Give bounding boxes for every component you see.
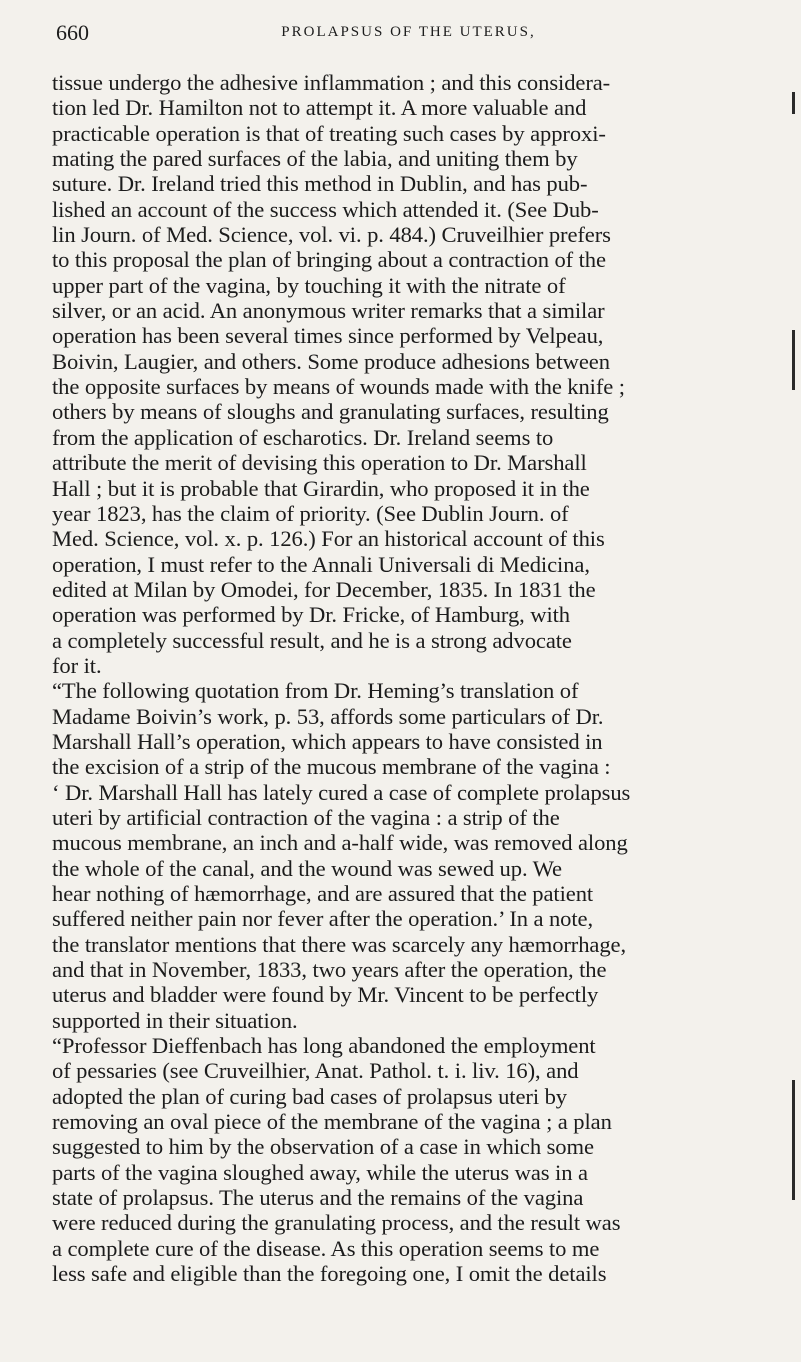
- text-line: operation was performed by Dr. Fricke, of Hamburg, with: [52, 602, 571, 628]
- text-line: Hall ; but it is probable that Girardin, who proposed it in the: [52, 475, 590, 501]
- text-line: the excision of a strip of the mucous membrane of the vagina :: [52, 754, 611, 780]
- page-number: 660: [56, 20, 89, 45]
- text-line: Med. Science, vol. x. p. 126.) For an historical account of this: [52, 526, 605, 552]
- text-line: less safe and eligible than the foregoing one, I omit the details: [52, 1261, 607, 1287]
- page-header: [56, 10, 761, 54]
- text-line: others by means of sloughs and granulating surfaces, resulting: [52, 399, 609, 425]
- text-line: Marshall Hall’s operation, which appears to have consisted in: [52, 728, 603, 754]
- text-line: hear nothing of hæmorrhage, and are assured that the patient: [52, 881, 594, 906]
- text-line: “The following quotation from Dr. Heming’s translation of: [52, 678, 579, 704]
- body-text: [52, 70, 760, 1287]
- text-line: tion led Dr. Hamilton not to attempt it. A more valuable and: [52, 95, 587, 121]
- text-line: edited at Milan by Omodei, for December, 1835. In 1831 the: [52, 576, 596, 602]
- text-line: suture. Dr. Ireland tried this method in Dublin, and has pub-: [52, 171, 588, 197]
- text-line: of pessaries (see Cruveilhier, Anat. Pathol. t. i. liv. 16), and: [52, 1058, 579, 1084]
- text-line: attribute the merit of devising this operation to Dr. Marshall: [52, 450, 587, 476]
- text-line: a complete cure of the disease. As this operation seems to me: [52, 1235, 600, 1261]
- text-line: the whole of the canal, and the wound was sewed up. We: [52, 855, 562, 881]
- text-line: the translator mentions that there was scarcely any hæmorrhage,: [52, 931, 627, 957]
- text-line: operation, I must refer to the Annali Universali di Medicina,: [52, 551, 590, 577]
- page-edge-mark: [792, 330, 795, 390]
- text-line: suggested to him by the observation of a case in which some: [52, 1134, 594, 1160]
- text-line: parts of the vagina sloughed away, while the uterus was in a: [52, 1159, 588, 1185]
- text-line: from the application of escharotics. Dr. Ireland seems to: [52, 424, 554, 450]
- text-line: supported in their situation.: [52, 1007, 298, 1033]
- text-line: lished an account of the success which attended it. (See Dub-: [52, 196, 599, 222]
- text-line: uterus and bladder were found by Mr. Vincent to be perfectly: [52, 982, 599, 1008]
- text-line: were reduced during the granulating process, and the result was: [52, 1210, 621, 1236]
- text-line: year 1823, has the claim of priority. (See Dublin Journ. of: [52, 500, 569, 526]
- text-line: “Professor Dieffenbach has long abandoned the employment: [52, 1033, 596, 1059]
- text-line: operation has been several times since performed by Velpeau,: [52, 323, 604, 349]
- text-line: adopted the plan of curing bad cases of prolapsus uteri by: [52, 1083, 567, 1109]
- text-line: upper part of the vagina, by touching it with the nitrate of: [52, 272, 566, 298]
- text-line: practicable operation is that of treating such cases by approxi-: [52, 120, 606, 146]
- text-line: for it.: [52, 652, 102, 678]
- text-line: silver, or an acid. An anonymous writer remarks that a similar: [52, 298, 605, 324]
- running-head: PROLAPSUS OF THE UTERUS,: [281, 24, 536, 40]
- text-line: suffered neither pain nor fever after the operation.’ In a note,: [52, 906, 594, 932]
- text-line: to this proposal the plan of bringing about a contraction of the: [52, 247, 606, 273]
- text-line: state of prolapsus. The uterus and the remains of the vagina: [52, 1185, 584, 1211]
- text-line: and that in November, 1833, two years after the operation, the: [52, 957, 607, 983]
- text-line: lin Journ. of Med. Science, vol. vi. p. 484.) Cruveilhier prefers: [52, 222, 611, 248]
- page-edge-mark: [792, 92, 795, 114]
- text-line: a completely successful result, and he is a strong advocate: [52, 627, 572, 653]
- page-edge-mark: [792, 1080, 795, 1200]
- text-line: Madame Boivin’s work, p. 53, affords some particulars of Dr.: [52, 703, 604, 729]
- text-line: Boivin, Laugier, and others. Some produce adhesions between: [52, 348, 610, 374]
- text-line: the opposite surfaces by means of wounds made with the knife ;: [52, 374, 625, 400]
- text-line: uteri by artificial contraction of the vagina : a strip of the: [52, 804, 560, 830]
- text-line: removing an oval piece of the membrane of the vagina ; a plan: [52, 1109, 612, 1135]
- text-line: ‘ Dr. Marshall Hall has lately cured a case of complete prolapsus: [52, 779, 631, 805]
- text-line: tissue undergo the adhesive inflammation ; and this considera-: [52, 70, 611, 95]
- text-line: mucous membrane, an inch and a-half wide, was removed along: [52, 830, 628, 856]
- text-line: mating the pared surfaces of the labia, and uniting them by: [52, 146, 578, 172]
